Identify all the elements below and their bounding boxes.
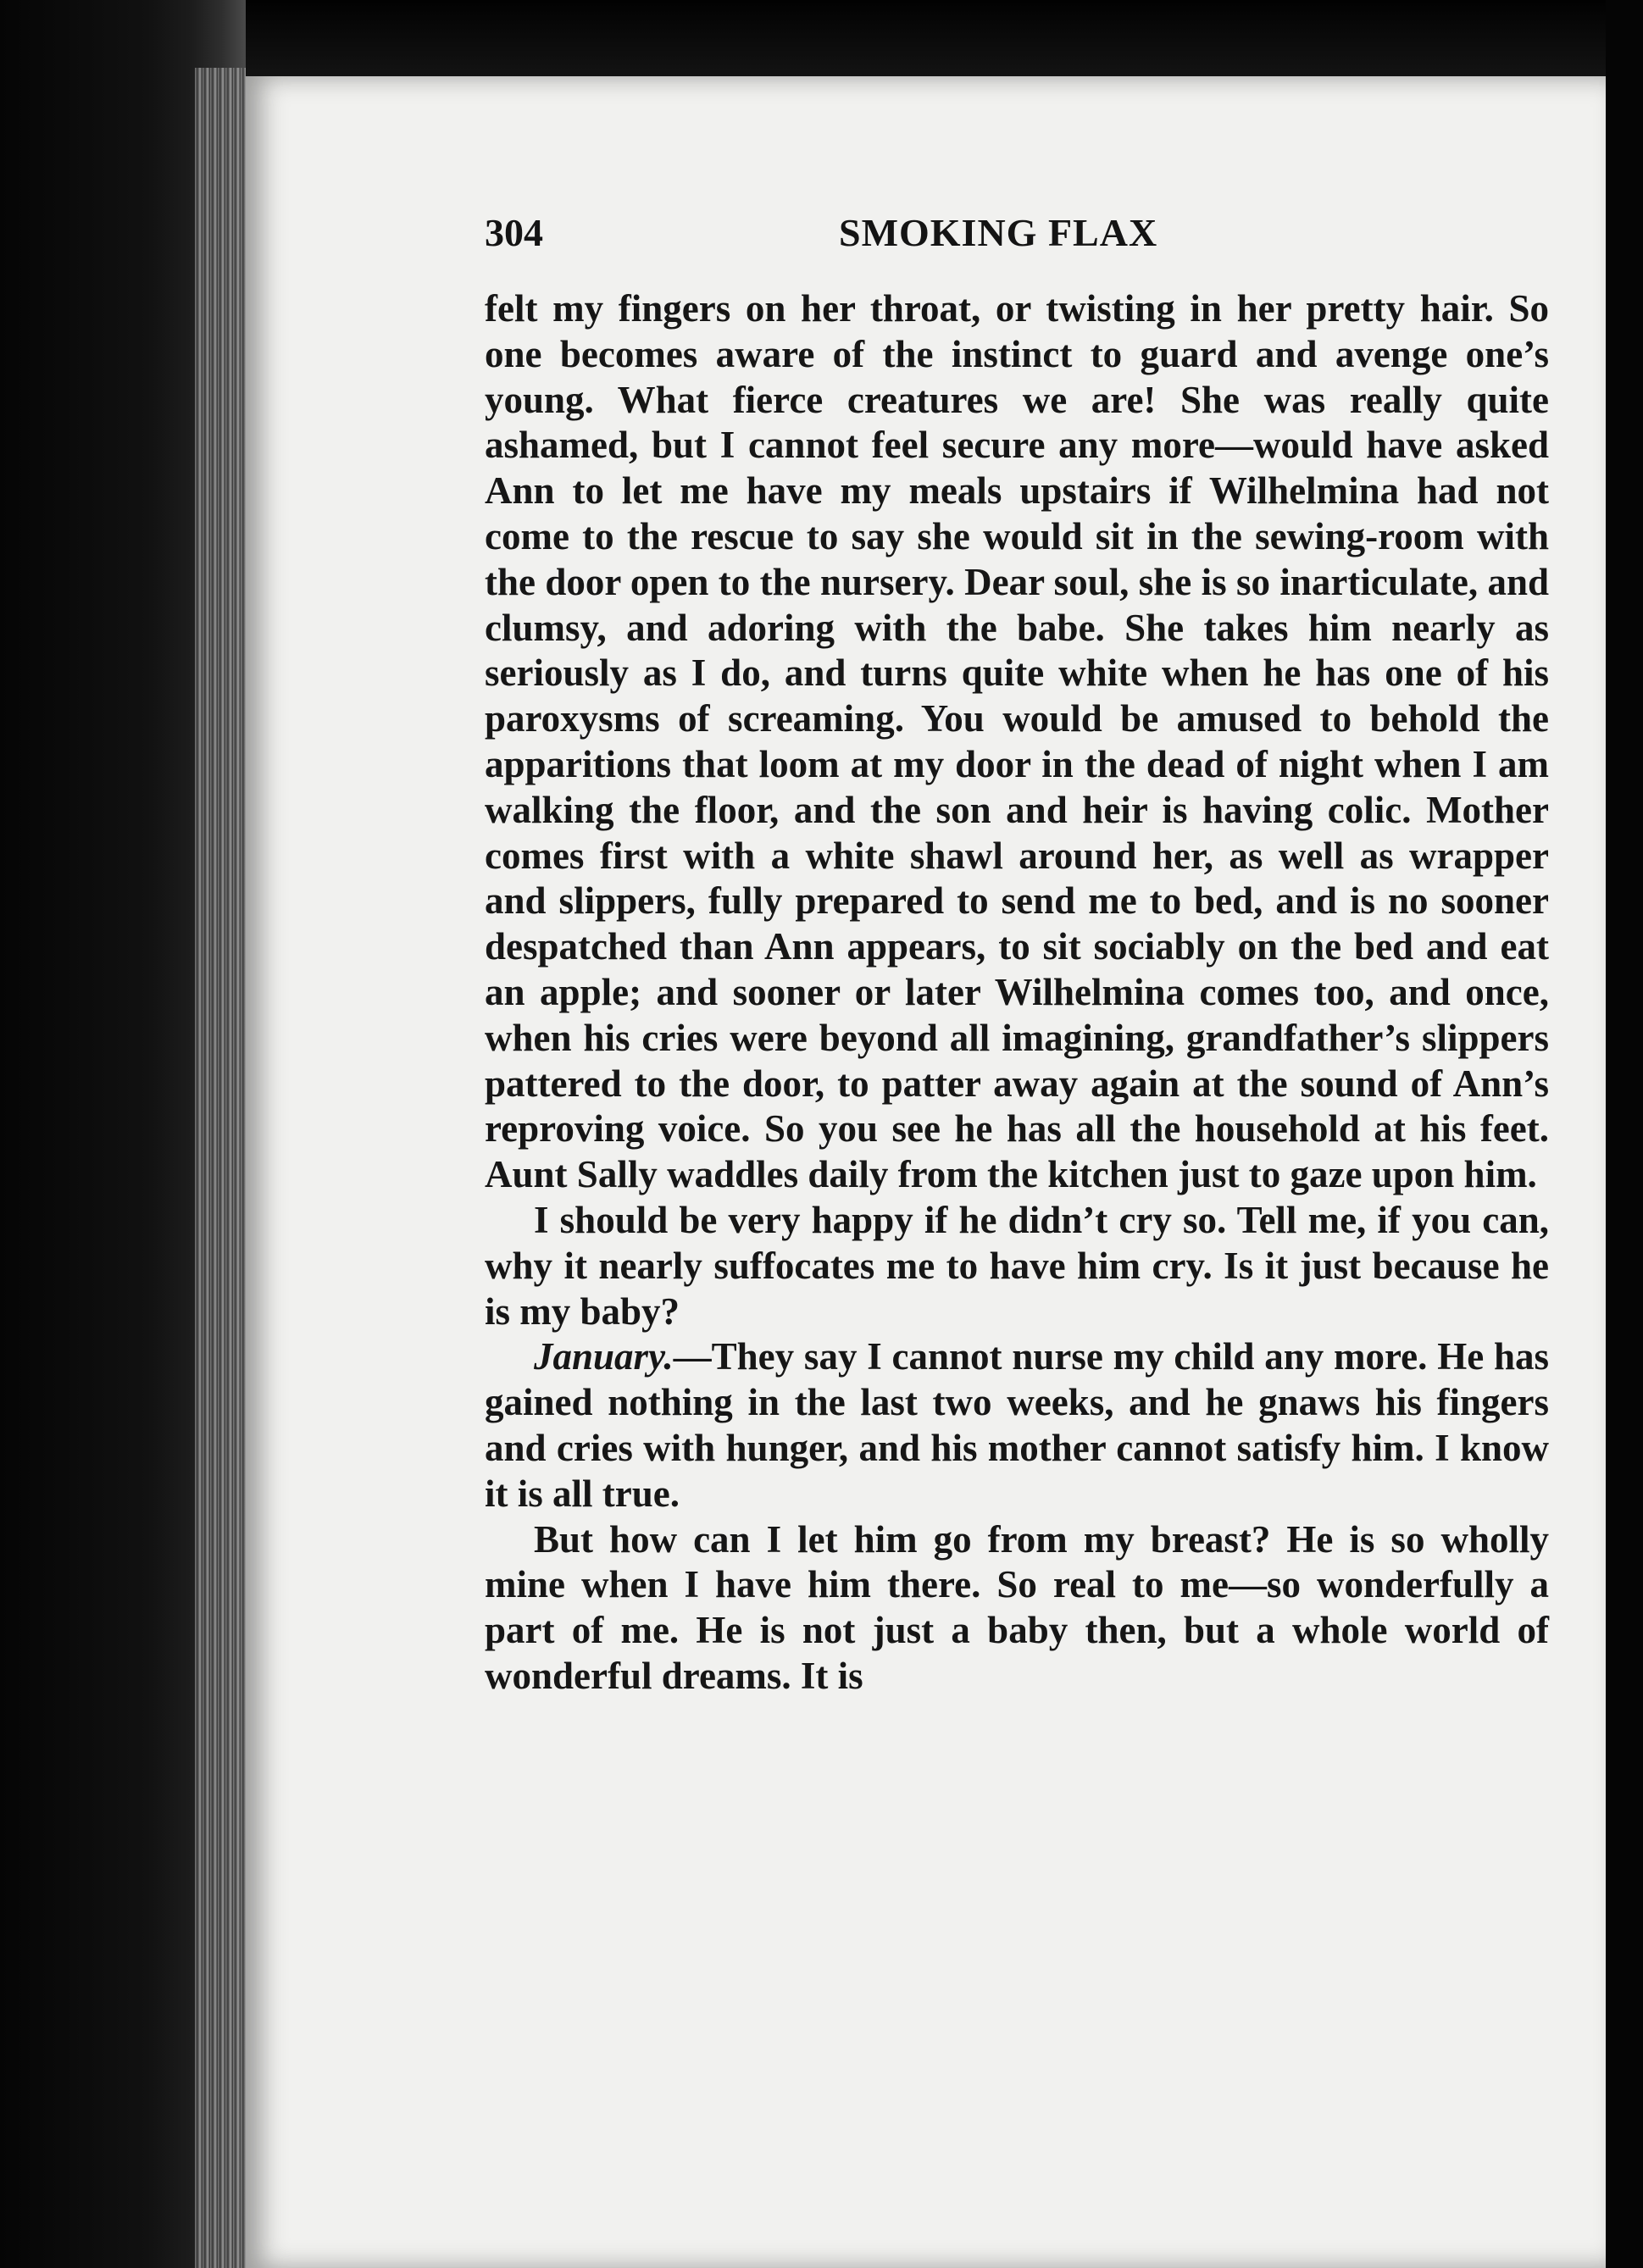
- body-text: [485, 286, 1549, 1700]
- running-title: SMOKING FLAX: [839, 211, 1158, 254]
- paragraph-text: —They say I cannot nurse my child any more. He has gained nothing in the last two weeks, and he gnaws his fingers and cries with hunger, and his mother cannot satisfy him. I know it is all true.: [485, 1335, 1549, 1515]
- book-page: [246, 76, 1606, 2268]
- page-header: [246, 210, 1606, 269]
- page-edges: [195, 68, 246, 2268]
- paragraph: [485, 1334, 1549, 1517]
- paragraph: I should be very happy if he didn’t cry so. Tell me, if you can, why it nearly suffocates me to have him cry. Is it just because he is my baby?: [485, 1198, 1549, 1333]
- scan-top-shadow: [0, 0, 1643, 80]
- page-number: 304: [485, 211, 543, 254]
- scan-right-border: [1606, 0, 1643, 2268]
- paragraph: But how can I let him go from my breast? He is so wholly mine when I have him there. So real to me—so wonderfully a part of me. He is not just a baby then, but a whole world of wonderful dreams. It is: [485, 1517, 1549, 1697]
- entry-date: January.: [534, 1335, 674, 1378]
- paragraph: felt my fingers on her throat, or twisting in her pretty hair. So one becomes aware of the instinct to guard and avenge one’s young. What fierce creatures we are! She was really quite ashamed, but I cannot feel secure any more—would have asked Ann to let me have my meals upstairs if Wilhelmina had not come to the rescue to say she would sit in the sewing-room with the door open to the nursery. Dear soul, she is so inarticulate, and clumsy, and adoring with the babe. She takes him nearly as seriously as I do, and turns quite white when he has one of his paroxysms of screaming. You would be amused to behold the apparitions that loom at my door in the dead of night when I am walking the floor, and the son and heir is having colic. Mother comes first with a white shawl around her, as well as wrapper and slippers, fully prepared to send me to bed, and is no sooner despatched than Ann appears, to sit sociably on the bed and eat an apple; and sooner or later Wilhelmina comes too, and once, when his cries were beyond all imagining, grandfather’s slippers pattered to the door, to patter away again at the sound of Ann’s reproving voice. So you see he has all the household at his feet. Aunt Sally waddles daily from the kitchen just to gaze upon him.: [485, 287, 1549, 1196]
